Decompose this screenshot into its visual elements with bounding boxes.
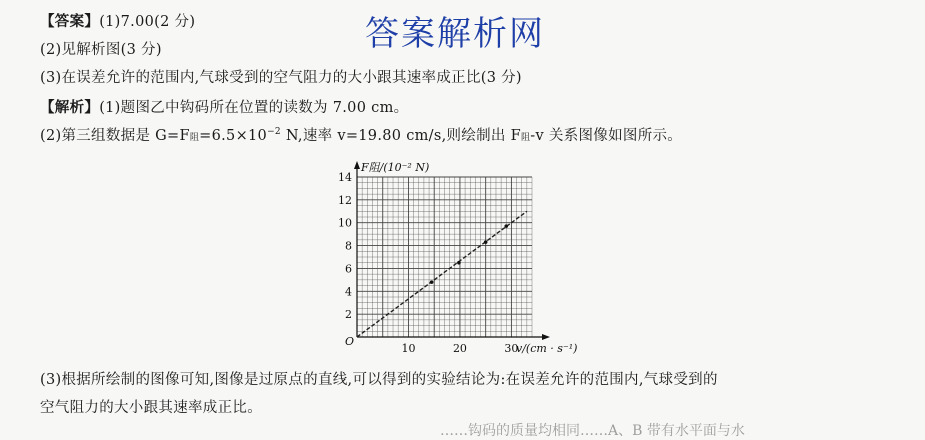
answer-part3: (3)在误差允许的范围内,气球受到的空气阻力的大小跟其速率成正比(3 分) [40,70,522,86]
force-velocity-chart [330,155,590,355]
analysis-part2-sub2: 阻 [520,133,531,143]
analysis-part1: (1)题图乙中钩码所在位置的读数为 7.00 cm。 [99,100,409,116]
y-tick-label: 4 [345,285,352,299]
data-point [484,240,488,244]
y-axis-arrow [354,161,360,169]
y-tick-label: 6 [345,262,352,276]
x-axis-arrow [542,334,550,340]
answer-line-3 [40,66,522,87]
analysis-part2-mid: =6.5×10 [199,128,268,144]
analysis-part3-line2: 空气阻力的大小跟其速率成正比。 [40,400,262,416]
next-question-partial: ……钩码的质量均相同……A、B 带有水平面与水 [440,423,745,439]
answer-part1: (1)7.00(2 分) [99,14,196,30]
answer-tag: 【答案】 [40,14,100,30]
x-tick-label: 10 [401,342,416,355]
y-tick-label: 14 [338,171,352,184]
y-tick-label: 2 [345,308,352,322]
data-point [430,280,434,284]
answer-line-1 [40,10,195,31]
analysis-part2-prefix: (2)第三组数据是 G=F [40,128,190,144]
data-point [504,224,508,228]
y-tick-label: 10 [338,216,352,230]
answer-line-2 [40,38,162,59]
x-tick-label: 30 [504,342,519,355]
y-tick-label: 12 [338,193,352,207]
y-axis-label: F阻/(10⁻² N) [361,161,430,174]
analysis-part2-sub: 阻 [189,133,200,143]
y-tick-label: 8 [345,239,352,253]
analysis-part3-line1: (3)根据所绘制的图像可知,图像是过原点的直线,可以得到的实验结论为:在误差允许的范围内,气球受到的 [40,372,718,388]
x-tick-label: 20 [452,342,467,355]
analysis-line-1 [40,96,408,117]
data-point [457,261,461,265]
origin-label: O [345,335,355,348]
analysis-part2-sup: −2 [267,127,281,138]
analysis-tag: 【解析】 [40,100,100,116]
watermark-text: 答案解析网 [365,14,545,54]
x-axis-label: v/(cm · s⁻¹) [516,342,578,355]
analysis-line-4 [40,396,262,417]
analysis-part2-end: -v 关系图像如图所示。 [530,128,683,144]
answer-part2: (2)见解析图(3 分) [40,42,162,58]
analysis-line-3 [40,368,718,389]
analysis-line-2 [40,124,682,145]
analysis-part2-suffix: N,速率 v=19.80 cm/s,则绘制出 F [280,128,521,144]
